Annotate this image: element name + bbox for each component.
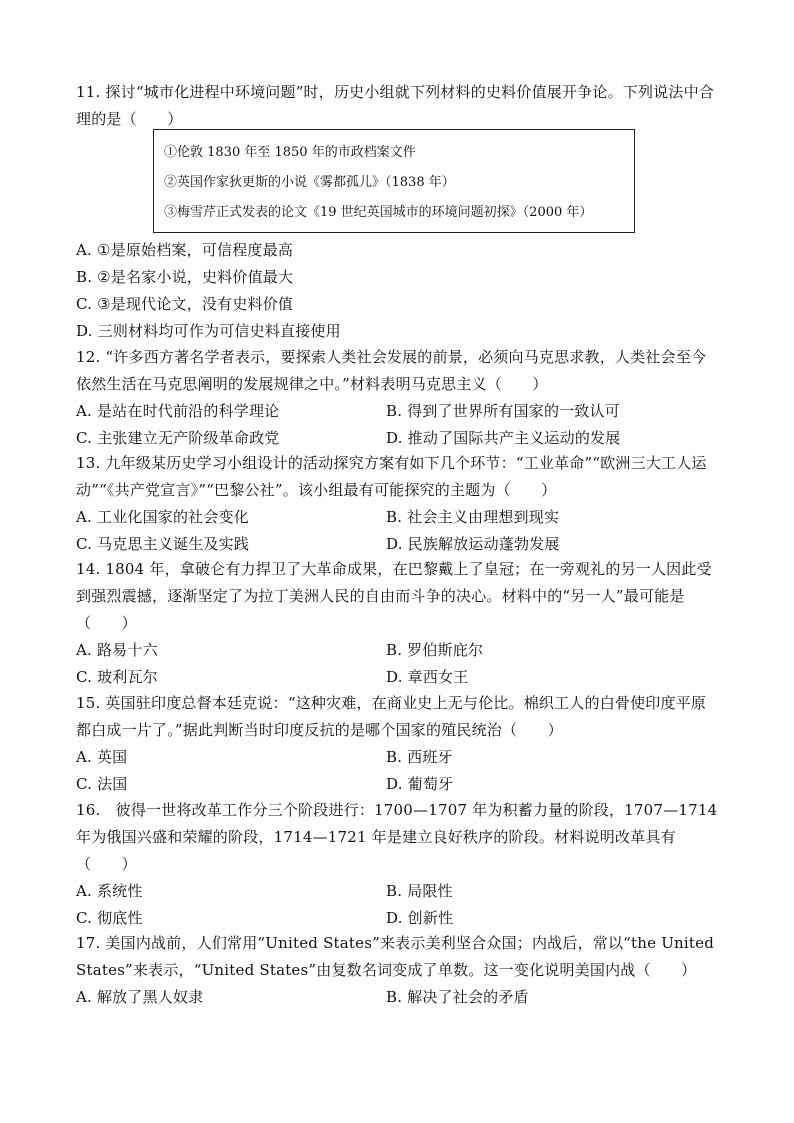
option-d: D. 葡萄牙 xyxy=(386,775,454,793)
question-15 xyxy=(76,690,720,798)
material-box xyxy=(153,129,635,233)
material-item: ②英国作家狄更斯的小说《雾都孤儿》（1838 年） xyxy=(164,175,455,190)
option-a: A. ①是原始档案，可信程度最高 xyxy=(76,241,294,259)
question-12 xyxy=(76,344,720,452)
question-11-options xyxy=(76,237,720,345)
option-a: A. 解放了黑人奴隶 xyxy=(76,988,204,1006)
option-a: A. 是站在时代前沿的科学理论 xyxy=(76,402,280,420)
option-c: C. 主张建立无产阶级革命政党 xyxy=(76,429,280,447)
option-a: A. 系统性 xyxy=(76,882,143,900)
option-b: B. 罗伯斯庇尔 xyxy=(386,641,484,659)
option-a: A. 英国 xyxy=(76,748,128,766)
option-d: D. 创新性 xyxy=(386,909,454,927)
option-a: A. 工业化国家的社会变化 xyxy=(76,508,249,526)
option-b: B. 西班牙 xyxy=(386,748,453,766)
option-c: C. 法国 xyxy=(76,775,128,793)
question-11 xyxy=(76,79,720,133)
material-item: ③梅雪芹正式发表的论文《19 世纪英国城市的环境问题初探》（2000 年） xyxy=(164,205,593,220)
option-c: C. 马克思主义诞生及实践 xyxy=(76,535,250,553)
option-d: D. 民族解放运动蓬勃发展 xyxy=(386,535,560,553)
question-stem: 14. 1804 年，拿破仑有力捍卫了大革命成果，在巴黎戴上了皇冠；在一旁观礼的另一人因此受到强烈震撼，逐渐坚定了为拉丁美洲人民的自由而斗争的决心。材料中的“另一人”最可能是（ ） xyxy=(76,560,712,632)
option-b: B. 局限性 xyxy=(386,882,453,900)
question-16 xyxy=(76,797,720,932)
option-b: B. 得到了世界所有国家的一致认可 xyxy=(386,402,620,420)
question-stem: 17. 美国内战前，人们常用“United States”来表示美利坚合众国；内战后，常以“the United States”来表示，“United States”由复数名词变成了单数。这一变化说明美国内战（ ） xyxy=(76,934,714,979)
option-b: B. ②是名家小说，史料价值最大 xyxy=(76,268,294,286)
option-b: B. 解决了社会的矛盾 xyxy=(386,988,529,1006)
question-stem: 13. 九年级某历史学习小组设计的活动探究方案有如下几个环节：“工业革命”“欧洲三大工人运动”“《共产党宣言》”“巴黎公社”。该小组最有可能探究的主题为（ ） xyxy=(76,454,707,499)
question-stem: 15. 英国驻印度总督本廷克说：“这种灾难，在商业史上无与伦比。棉织工人的白骨使印度平原都白成一片了。”据此判断当时印度反抗的是哪个国家的殖民统治（ ） xyxy=(76,694,707,739)
option-d: D. 三则材料均可作为可信史料直接使用 xyxy=(76,322,341,340)
material-item: ①伦敦 1830 年至 1850 年的市政档案文件 xyxy=(164,145,416,160)
option-d: D. 章西女王 xyxy=(386,668,469,686)
question-14 xyxy=(76,556,720,691)
option-c: C. 彻底性 xyxy=(76,909,143,927)
option-c: C. 玻利瓦尔 xyxy=(76,668,158,686)
question-13 xyxy=(76,450,720,558)
question-stem: 11. 探讨“城市化进程中环境问题”时，历史小组就下列材料的史料价值展开争论。下列说法中合理的是（ ） xyxy=(76,83,714,128)
question-stem: 16. 彼得一世将改革工作分三个阶段进行：1700—1707 年为积蓄力量的阶段，1707—1714 年为俄国兴盛和荣耀的阶段，1714—1721 年是建立良好秩序的阶段。材料说明改革具有（ ） xyxy=(76,801,718,873)
option-b: B. 社会主义由理想到现实 xyxy=(386,508,560,526)
question-17 xyxy=(76,930,720,1011)
option-c: C. ③是现代论文，没有史料价值 xyxy=(76,295,294,313)
question-stem: 12. “许多西方著名学者表示，要探索人类社会发展的前景，必须向马克思求教，人类社会至今依然生活在马克思阐明的发展规律之中。”材料表明马克思主义（ ） xyxy=(76,348,707,393)
option-d: D. 推动了国际共产主义运动的发展 xyxy=(386,429,621,447)
option-a: A. 路易十六 xyxy=(76,641,158,659)
